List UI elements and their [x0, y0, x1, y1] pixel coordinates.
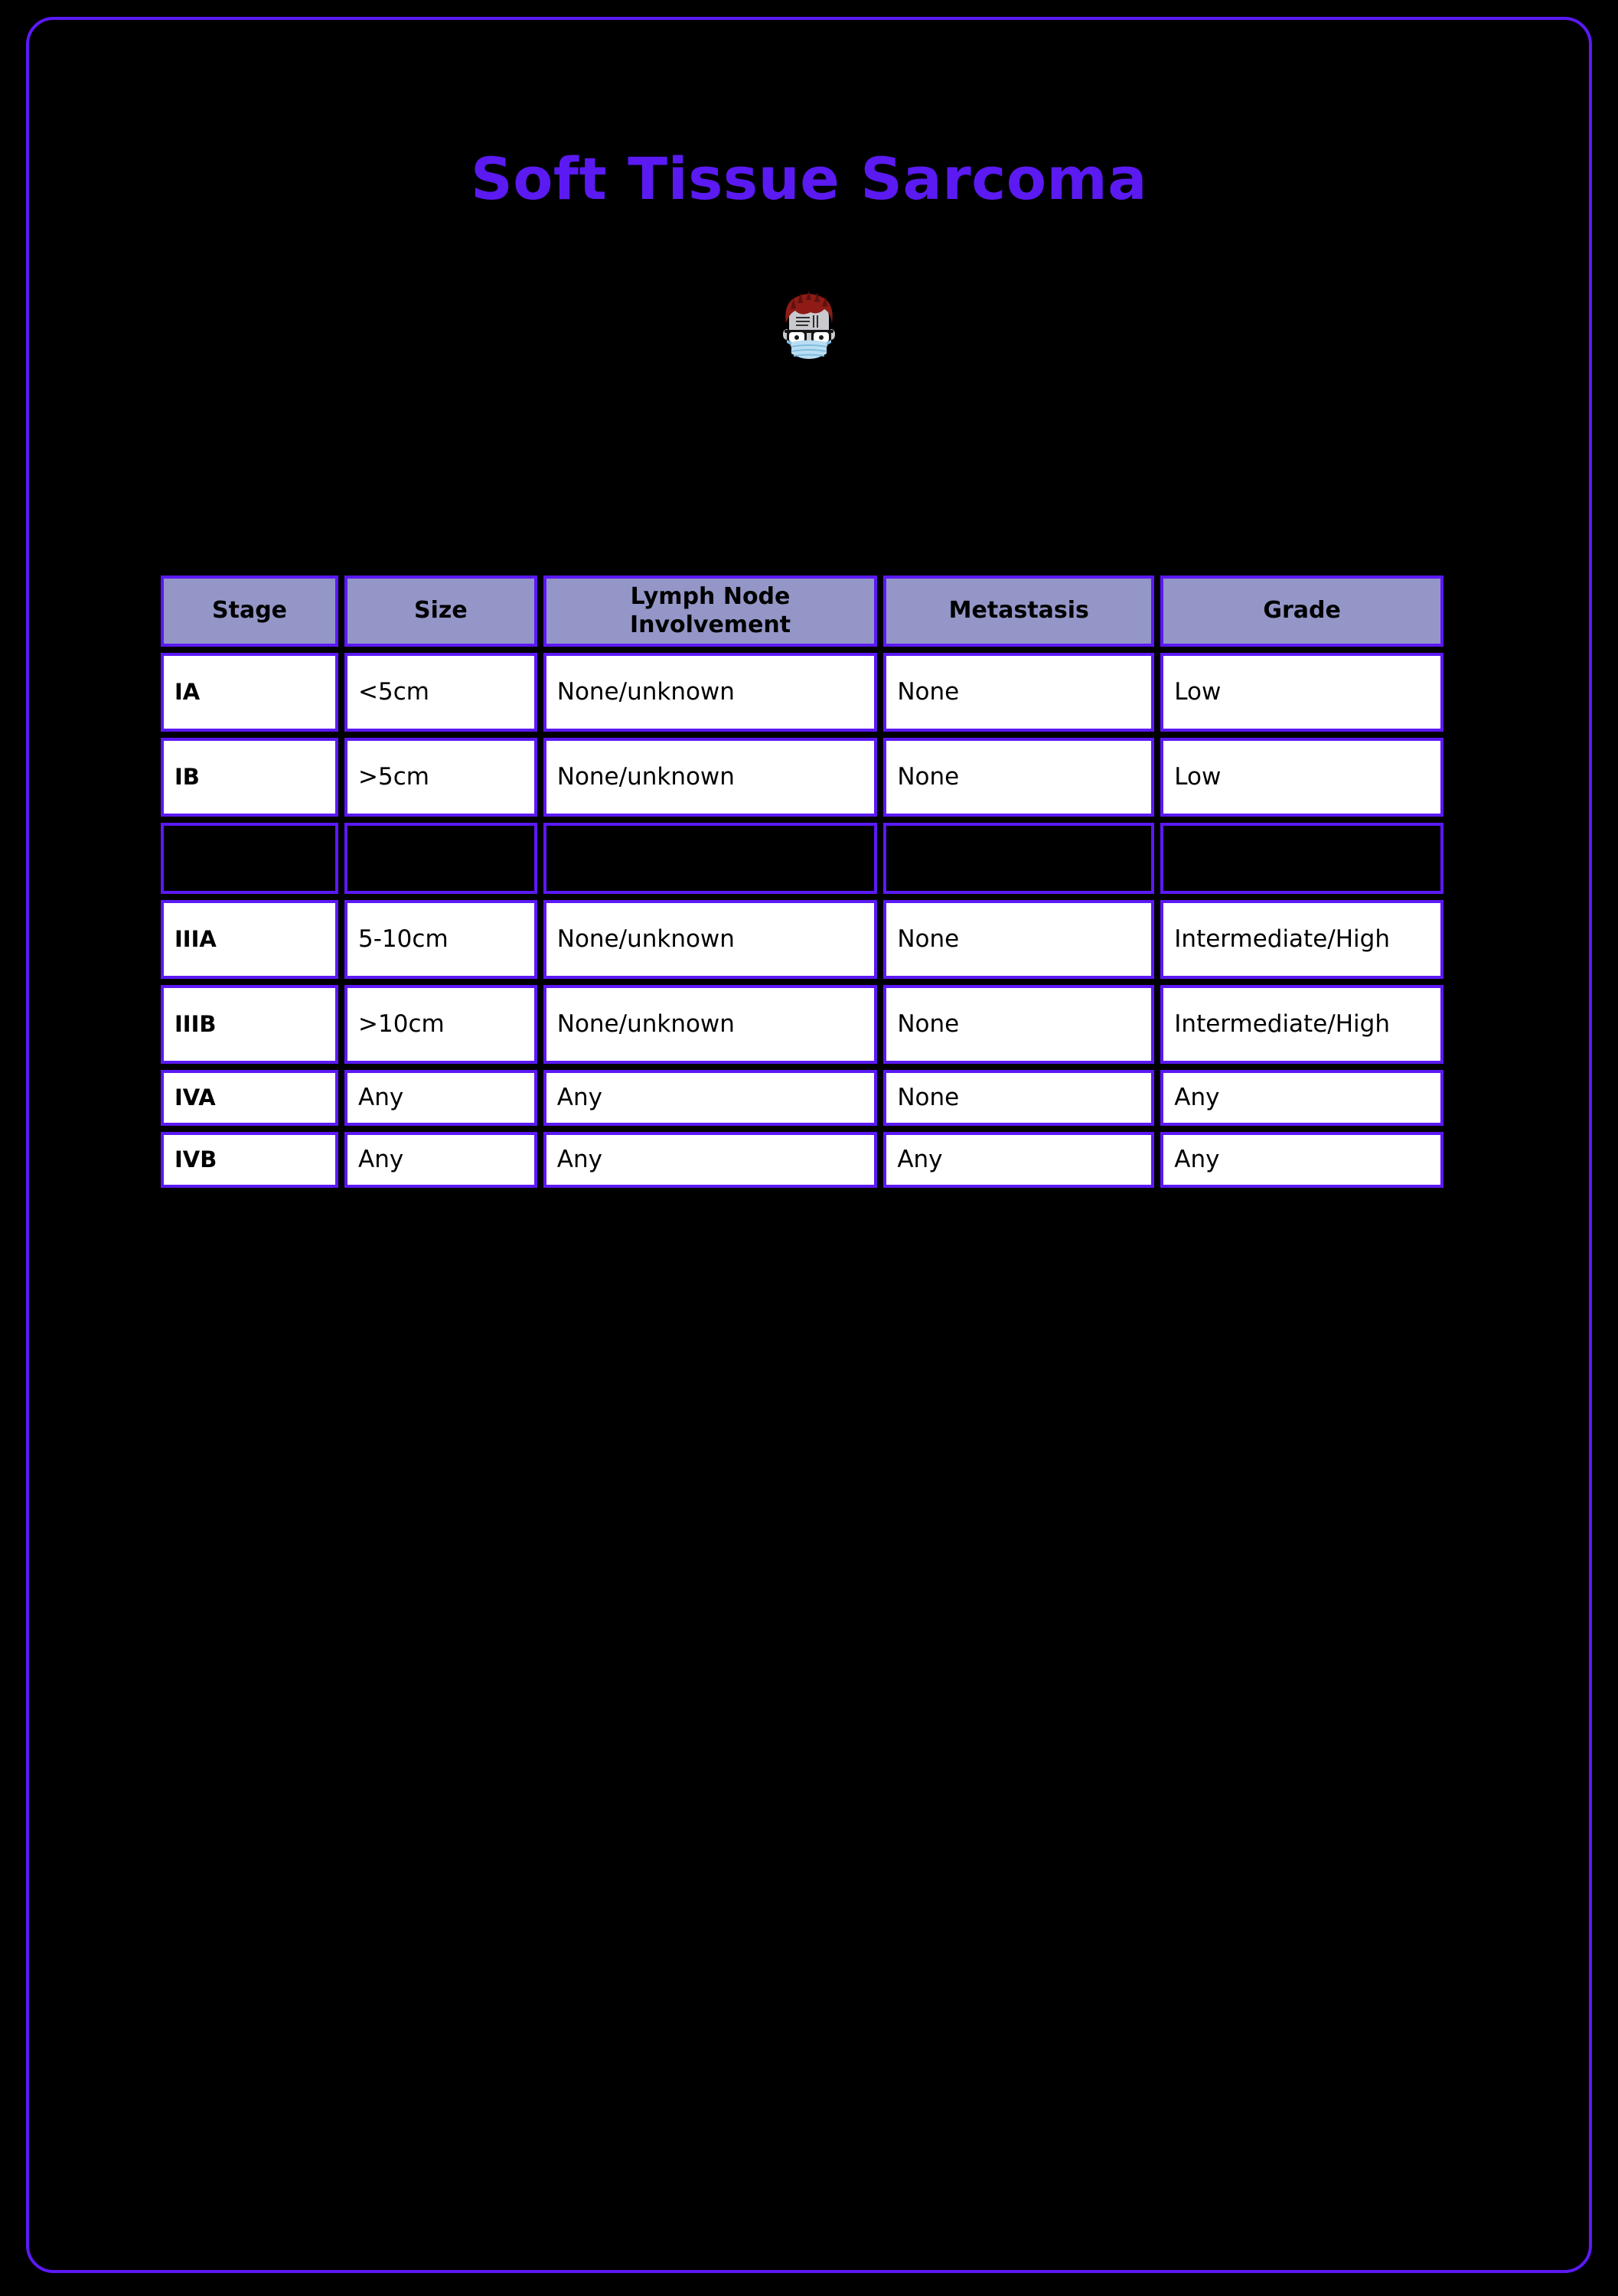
cell-metastasis: None	[883, 1070, 1154, 1126]
column-header-stage: Stage	[161, 576, 338, 647]
person-with-mask-and-glasses-icon	[772, 289, 846, 369]
cell-lymph-node: None/unknown	[543, 985, 878, 1064]
cell-stage: IVA	[161, 1070, 338, 1126]
table-row	[161, 653, 1443, 732]
cell-metastasis: None	[883, 738, 1154, 817]
table-row	[161, 738, 1443, 817]
cell-grade	[1160, 823, 1443, 894]
table-row	[161, 1132, 1443, 1188]
cell-grade: Low	[1160, 738, 1443, 817]
cell-metastasis: None	[883, 985, 1154, 1064]
surgical-mask-icon	[787, 340, 831, 359]
avatar-container	[0, 289, 1618, 412]
cell-lymph-node: Any	[543, 1070, 878, 1126]
cell-stage: IB	[161, 738, 338, 817]
table-row-blank	[161, 823, 1443, 894]
cell-grade: Any	[1160, 1132, 1443, 1188]
table-header-row	[161, 576, 1443, 647]
column-header-lymph-node: Lymph Node Involvement	[543, 576, 878, 647]
cell-stage: IIIB	[161, 985, 338, 1064]
table-row	[161, 1070, 1443, 1126]
cell-size: 5-10cm	[344, 900, 537, 979]
table-row	[161, 900, 1443, 979]
cell-metastasis	[883, 823, 1154, 894]
cell-stage: IA	[161, 653, 338, 732]
cell-grade: Low	[1160, 653, 1443, 732]
cell-lymph-node: None/unknown	[543, 900, 878, 979]
cell-lymph-node: Any	[543, 1132, 878, 1188]
soft-tissue-sarcoma-staging-table	[155, 569, 1450, 1194]
cell-metastasis: Any	[883, 1132, 1154, 1188]
cell-size	[344, 823, 537, 894]
cell-lymph-node: None/unknown	[543, 653, 878, 732]
cell-grade: Intermediate/High	[1160, 900, 1443, 979]
cell-size: <5cm	[344, 653, 537, 732]
cell-lymph-node: None/unknown	[543, 738, 878, 817]
cell-stage: IIIA	[161, 900, 338, 979]
page-title: Soft Tissue Sarcoma	[470, 145, 1148, 213]
cell-lymph-node	[543, 823, 878, 894]
column-header-metastasis: Metastasis	[883, 576, 1154, 647]
cell-stage	[161, 823, 338, 894]
table-row	[161, 985, 1443, 1064]
cell-size: Any	[344, 1132, 537, 1188]
column-header-grade: Grade	[1160, 576, 1443, 647]
cell-metastasis: None	[883, 653, 1154, 732]
cell-metastasis: None	[883, 900, 1154, 979]
column-header-size: Size	[344, 576, 537, 647]
cell-grade: Intermediate/High	[1160, 985, 1443, 1064]
cell-size: >5cm	[344, 738, 537, 817]
cell-size: Any	[344, 1070, 537, 1126]
cell-grade: Any	[1160, 1070, 1443, 1126]
staging-table-container	[161, 576, 1456, 1194]
cell-size: >10cm	[344, 985, 537, 1064]
cell-stage: IVB	[161, 1132, 338, 1188]
